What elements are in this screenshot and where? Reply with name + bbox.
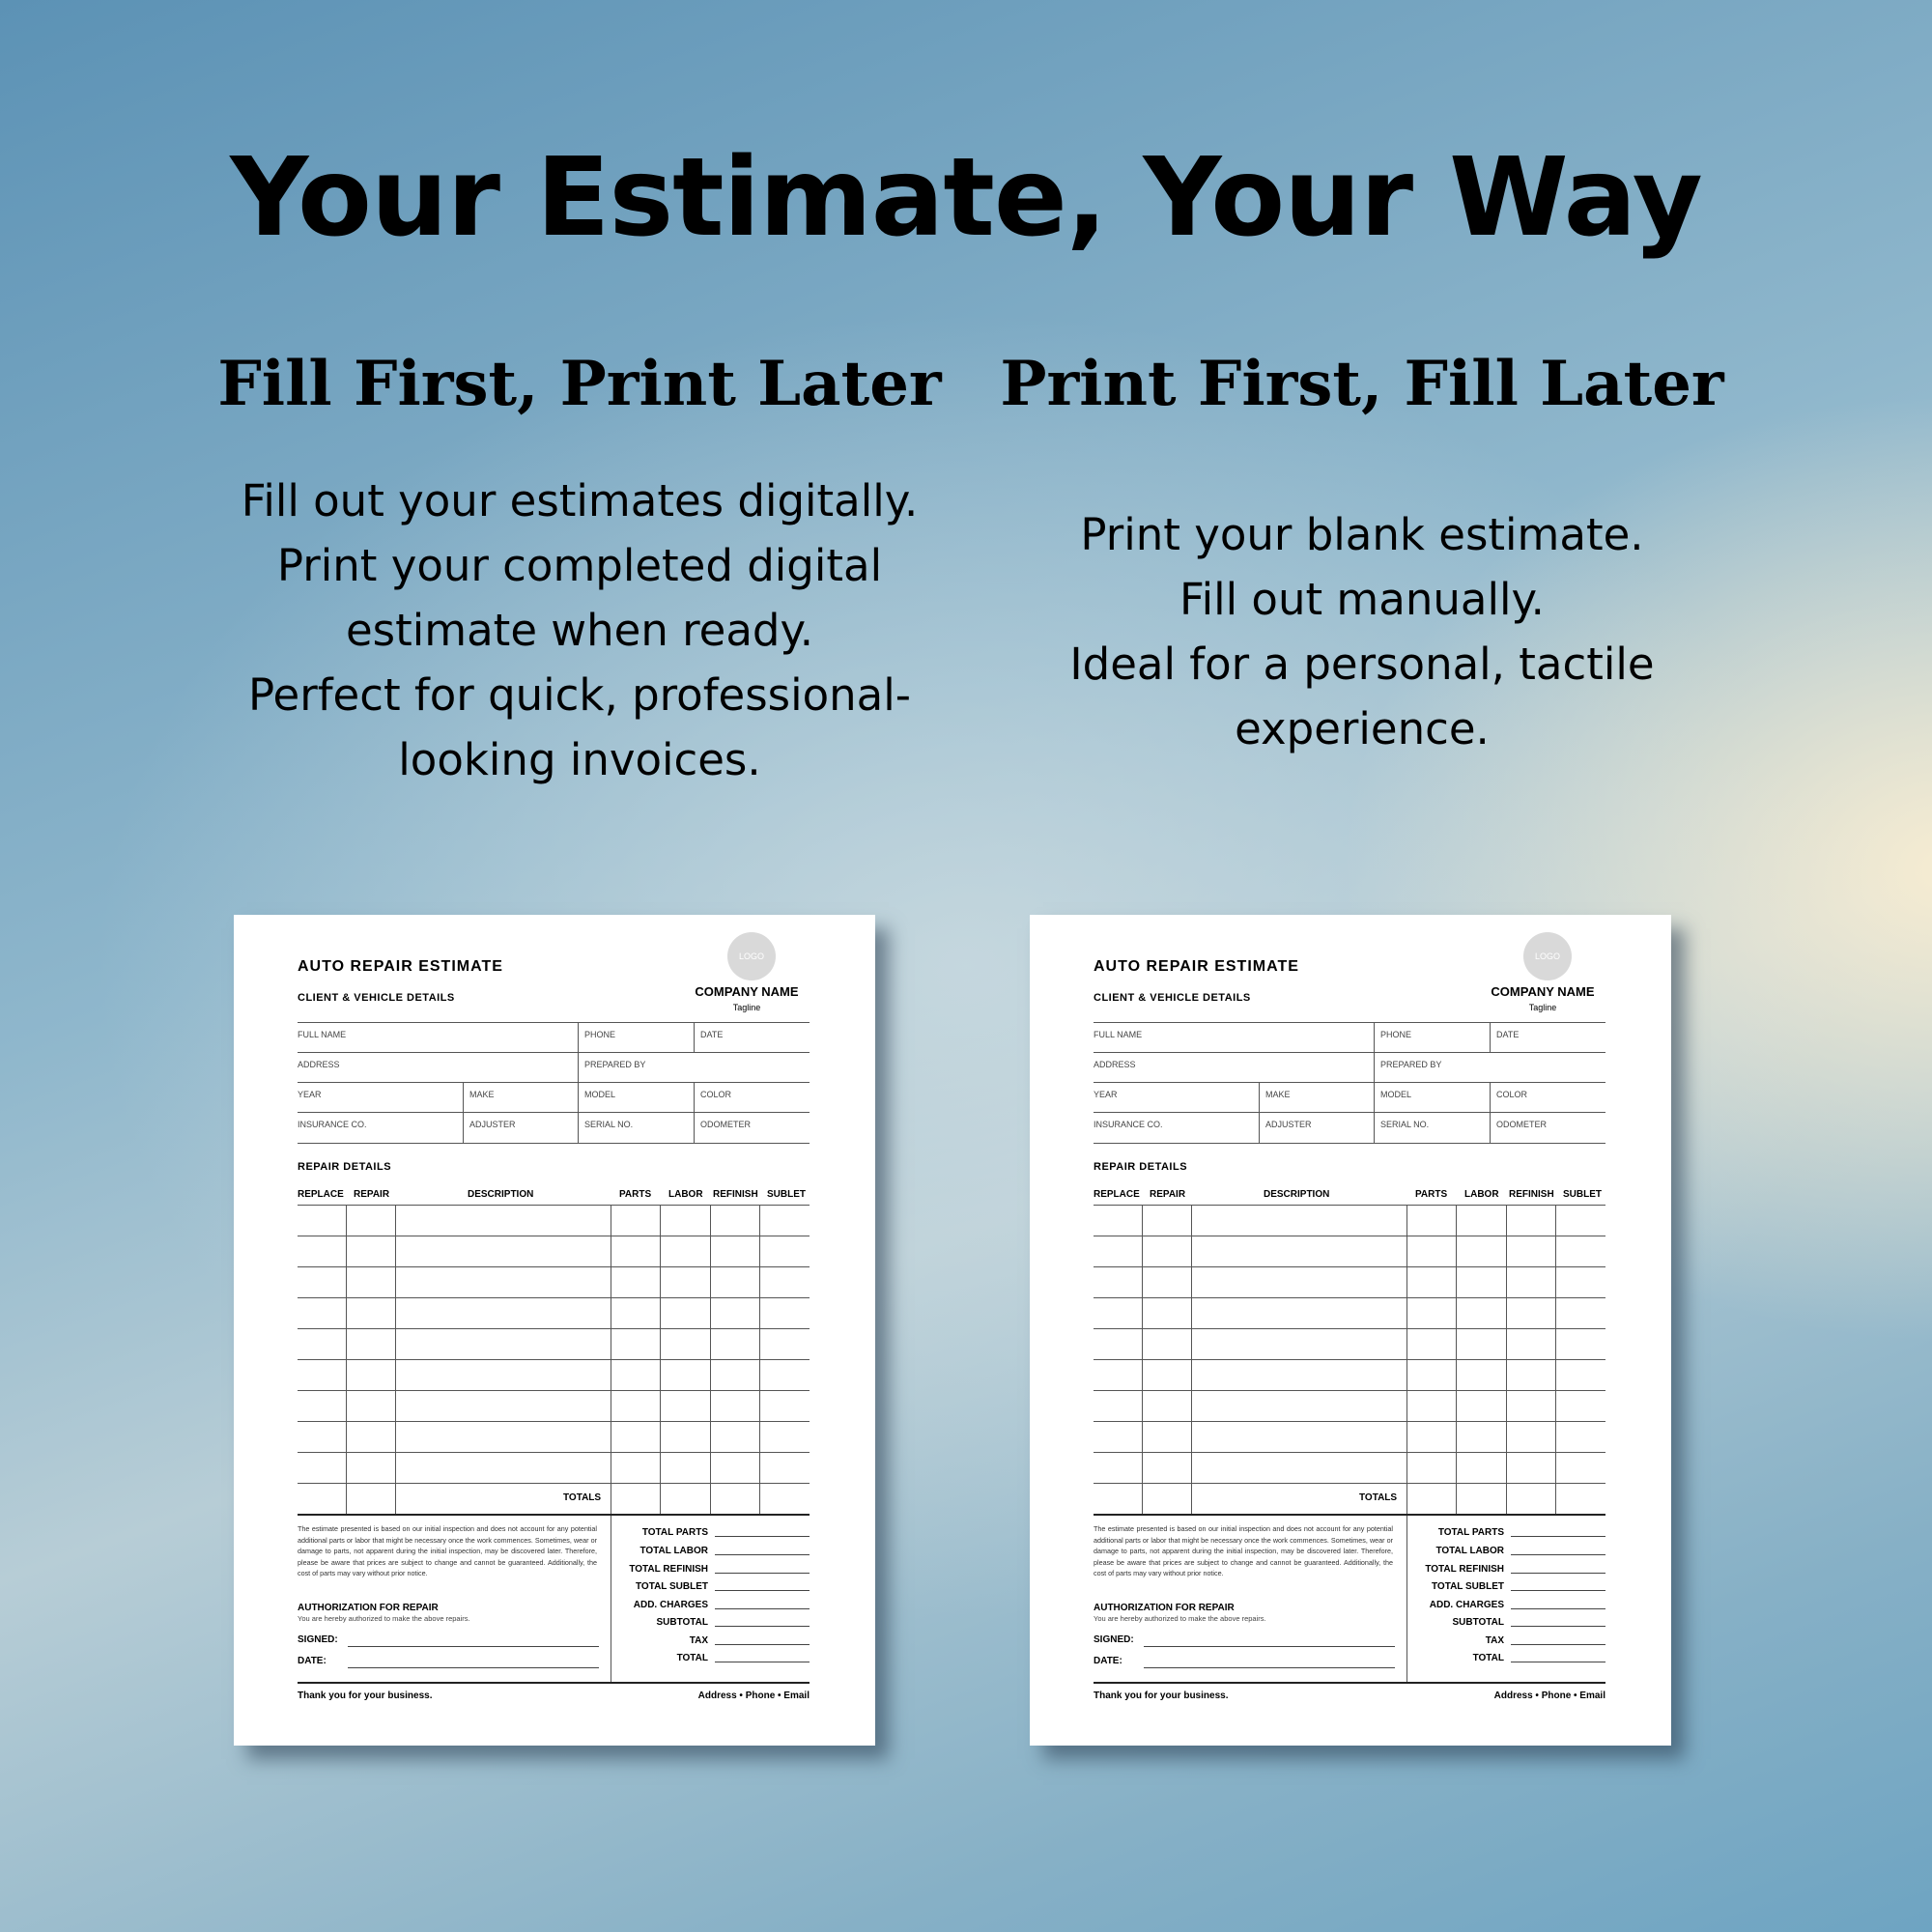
divider — [298, 1514, 810, 1516]
field-date: DATE — [694, 1023, 810, 1053]
option-title: Fill First, Print Later — [217, 348, 942, 420]
divider — [1094, 1682, 1605, 1684]
field-year: YEAR — [298, 1090, 322, 1099]
col-sublet: SUBLET — [1563, 1189, 1602, 1200]
field-full-name: FULL NAME — [1094, 1030, 1143, 1039]
client-section-title: CLIENT & VEHICLE DETAILS — [1094, 992, 1251, 1004]
form-body — [1094, 915, 1605, 1746]
signature-line — [348, 1646, 599, 1647]
logo-placeholder: LOGO — [727, 932, 776, 980]
subtotal-label: SUBTOTAL — [1452, 1617, 1504, 1628]
col-repair: REPAIR — [1150, 1189, 1186, 1200]
total-labor-label: TOTAL LABOR — [1435, 1546, 1504, 1556]
page-headline: Your Estimate, Your Way — [230, 135, 1702, 261]
field-odometer: ODOMETER — [1490, 1113, 1605, 1143]
col-labor: LABOR — [1464, 1189, 1499, 1200]
add-charges-label: ADD. CHARGES — [633, 1600, 708, 1610]
terms-text: The estimate presented is based on our initial inspection and does not account for any potential additional parts or labor that might be necessary once the work commences. Sometimes, wear or damage to parts, not apparent during the initial inspection, may be discovered later. Therefore, please be aware that prices are subject to change and cannot be guaranteed. Additionally, the cost of parts may vary without prior notice. — [298, 1524, 597, 1577]
date-line — [348, 1667, 599, 1668]
total-sublet-label: TOTAL SUBLET — [636, 1581, 708, 1592]
repair-section-title: REPAIR DETAILS — [298, 1161, 392, 1173]
option-description — [184, 469, 976, 792]
field-adjuster: ADJUSTER — [1259, 1113, 1374, 1143]
field-insurance: INSURANCE CO. — [298, 1120, 367, 1129]
col-sublet: SUBLET — [767, 1189, 806, 1200]
total-label: TOTAL — [676, 1653, 708, 1663]
total-refinish-label: TOTAL REFINISH — [629, 1564, 708, 1575]
description-line: Print your completed digital — [276, 540, 883, 591]
sign-date-label: DATE: — [298, 1656, 327, 1666]
form-row — [1094, 1052, 1605, 1083]
col-labor: LABOR — [668, 1189, 703, 1200]
footer-thanks: Thank you for your business. — [298, 1690, 433, 1701]
repair-grid — [298, 1205, 810, 1515]
form-row — [298, 1052, 810, 1083]
subtotal-label: SUBTOTAL — [656, 1617, 708, 1628]
field-odometer: ODOMETER — [694, 1113, 810, 1143]
description-line: Ideal for a personal, tactile — [1069, 639, 1655, 690]
signature-line — [1144, 1646, 1395, 1647]
col-replace: REPLACE — [298, 1189, 344, 1200]
field-prepared-by: PREPARED BY — [578, 1053, 810, 1083]
footer-contact: Address • Phone • Email — [1493, 1690, 1605, 1701]
field-year: YEAR — [1094, 1090, 1118, 1099]
field-make: MAKE — [1259, 1083, 1374, 1113]
field-prepared-by: PREPARED BY — [1374, 1053, 1605, 1083]
tax-label: TAX — [689, 1635, 708, 1646]
authorization-text: You are hereby authorized to make the above repairs. — [298, 1614, 470, 1623]
option-title: Print First, Fill Later — [1000, 348, 1724, 420]
field-serial: SERIAL NO. — [1374, 1113, 1490, 1143]
field-phone: PHONE — [1374, 1023, 1490, 1053]
form-row — [298, 1082, 810, 1113]
form-row — [1094, 1082, 1605, 1113]
col-parts: PARTS — [619, 1189, 652, 1200]
form-row — [1094, 1112, 1605, 1144]
tax-label: TAX — [1485, 1635, 1504, 1646]
col-replace: REPLACE — [1094, 1189, 1140, 1200]
totals-label: TOTALS — [1359, 1492, 1398, 1503]
footer-thanks: Thank you for your business. — [1094, 1690, 1229, 1701]
description-line: Print your blank estimate. — [1080, 509, 1644, 560]
field-insurance: INSURANCE CO. — [1094, 1120, 1163, 1129]
authorization-title: AUTHORIZATION FOR REPAIR — [298, 1603, 439, 1613]
description-line: Fill out manually. — [1179, 574, 1545, 625]
description-line: looking invoices. — [398, 734, 761, 785]
total-refinish-label: TOTAL REFINISH — [1425, 1564, 1504, 1575]
add-charges-label: ADD. CHARGES — [1429, 1600, 1504, 1610]
company-tagline: Tagline — [1528, 1003, 1557, 1012]
total-parts-label: TOTAL PARTS — [1437, 1527, 1504, 1538]
total-labor-label: TOTAL LABOR — [639, 1546, 708, 1556]
total-parts-label: TOTAL PARTS — [641, 1527, 708, 1538]
field-color: COLOR — [1490, 1083, 1605, 1113]
signed-label: SIGNED: — [298, 1634, 338, 1645]
col-description: DESCRIPTION — [1264, 1189, 1330, 1200]
footer-contact: Address • Phone • Email — [697, 1690, 810, 1701]
estimate-preview-digital — [234, 915, 875, 1746]
estimate-preview-print — [1030, 915, 1671, 1746]
signed-label: SIGNED: — [1094, 1634, 1134, 1645]
sign-date-label: DATE: — [1094, 1656, 1122, 1666]
date-line — [1144, 1667, 1395, 1668]
logo-placeholder: LOGO — [1523, 932, 1572, 980]
col-repair: REPAIR — [354, 1189, 390, 1200]
form-body — [298, 915, 810, 1746]
divider — [1094, 1514, 1605, 1516]
col-description: DESCRIPTION — [468, 1189, 534, 1200]
field-adjuster: ADJUSTER — [463, 1113, 578, 1143]
divider — [298, 1682, 810, 1684]
field-address: ADDRESS — [298, 1060, 340, 1069]
total-sublet-label: TOTAL SUBLET — [1432, 1581, 1504, 1592]
total-label: TOTAL — [1472, 1653, 1504, 1663]
authorization-text: You are hereby authorized to make the above repairs. — [1094, 1614, 1266, 1623]
option-fill-first — [184, 348, 976, 792]
description-line: experience. — [1235, 703, 1490, 754]
field-date: DATE — [1490, 1023, 1605, 1053]
description-line: estimate when ready. — [345, 605, 813, 656]
field-model: MODEL — [1374, 1083, 1490, 1113]
company-name: COMPANY NAME — [695, 984, 799, 999]
totals-label: TOTALS — [563, 1492, 602, 1503]
field-make: MAKE — [463, 1083, 578, 1113]
field-address: ADDRESS — [1094, 1060, 1136, 1069]
repair-section-title: REPAIR DETAILS — [1094, 1161, 1188, 1173]
repair-grid — [1094, 1205, 1605, 1515]
company-name: COMPANY NAME — [1491, 984, 1595, 999]
field-serial: SERIAL NO. — [578, 1113, 694, 1143]
field-model: MODEL — [578, 1083, 694, 1113]
terms-text: The estimate presented is based on our initial inspection and does not account for any potential additional parts or labor that might be necessary once the work commences. Sometimes, wear or damage to parts, not apparent during the initial inspection, may be discovered later. Therefore, please be aware that prices are subject to change and cannot be guaranteed. Additionally, the cost of parts may vary without prior notice. — [1094, 1524, 1393, 1577]
form-row — [298, 1022, 810, 1053]
col-parts: PARTS — [1415, 1189, 1448, 1200]
form-title: AUTO REPAIR ESTIMATE — [1094, 958, 1299, 975]
description-line: Fill out your estimates digitally. — [241, 475, 919, 526]
company-tagline: Tagline — [732, 1003, 761, 1012]
field-phone: PHONE — [578, 1023, 694, 1053]
option-print-first — [966, 348, 1758, 761]
authorization-title: AUTHORIZATION FOR REPAIR — [1094, 1603, 1235, 1613]
col-refinish: REFINISH — [713, 1189, 758, 1200]
option-description — [966, 502, 1758, 761]
form-row — [1094, 1022, 1605, 1053]
form-title: AUTO REPAIR ESTIMATE — [298, 958, 503, 975]
col-refinish: REFINISH — [1509, 1189, 1554, 1200]
client-section-title: CLIENT & VEHICLE DETAILS — [298, 992, 455, 1004]
form-row — [298, 1112, 810, 1144]
field-color: COLOR — [694, 1083, 810, 1113]
description-line: Perfect for quick, professional- — [247, 669, 911, 721]
field-full-name: FULL NAME — [298, 1030, 347, 1039]
